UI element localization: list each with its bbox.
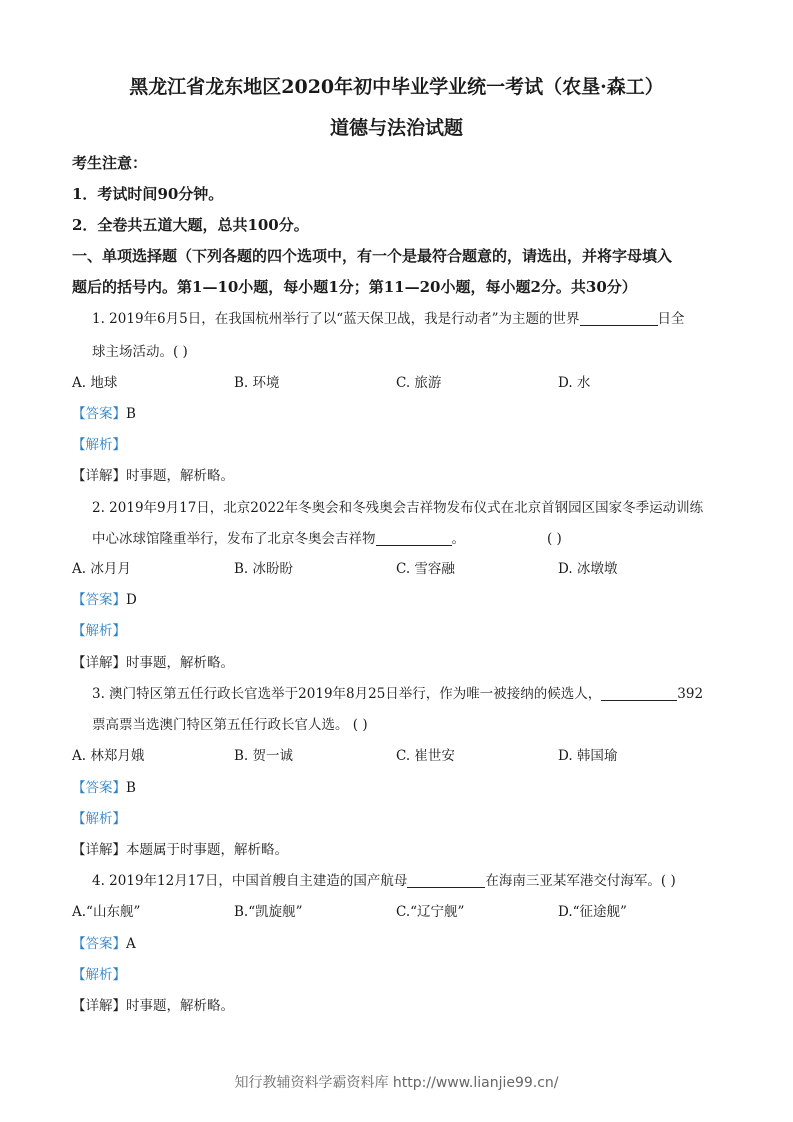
q3-analysis-label: 【解析】: [72, 811, 126, 827]
q3-option-c: C. 崔世安: [396, 748, 455, 764]
question-3-line-1: 3. 澳门特区第五任行政长官选举于2019年8月25日举行，作为唯一被接纳的候选人， 392: [92, 686, 704, 702]
notice-item-2: 2．全卷共五道大题，总共100分。: [72, 216, 309, 234]
q4-option-c: C.“辽宁舰”: [396, 904, 465, 920]
question-2-line-2: 中心冰球馆隆重举行，发布了北京冬奥会吉祥物 。 ( ): [92, 531, 562, 547]
q1-option-b: B. 环境: [234, 375, 280, 391]
question-1-line-2: 球主场活动。( ): [92, 344, 188, 360]
q1-answer: 【答案】B: [72, 406, 136, 422]
q2-option-b: B. 冰盼盼: [234, 561, 294, 577]
q2-option-a: A. 冰月月: [72, 561, 131, 577]
exam-title: 黑龙江省龙东地区2020年初中毕业学业统一考试（农垦·森工）: [129, 76, 664, 98]
q4-analysis-label: 【解析】: [72, 967, 126, 983]
q3-option-b: B. 贺一诚: [234, 748, 294, 764]
q3-option-d: D. 韩国瑜: [558, 748, 618, 764]
exam-subtitle: 道德与法治试题: [329, 117, 463, 139]
q2-answer: 【答案】D: [72, 592, 137, 608]
q4-answer: 【答案】A: [72, 936, 136, 952]
q1-analysis-label: 【解析】: [72, 437, 126, 453]
question-4-line-1: 4. 2019年12月17日，中国首艘自主建造的国产航母 在海南三亚某军港交付海军。( ): [92, 873, 676, 889]
q2-detail: 【详解】时事题，解析略。: [72, 655, 234, 671]
notice-item-1: 1．考试时间90分钟。: [72, 185, 224, 203]
notice-heading: 考生注意：: [72, 154, 148, 172]
q3-answer: 【答案】B: [72, 780, 136, 796]
q4-option-b: B.“凯旋舰”: [234, 904, 303, 920]
footer-watermark: 知行教辅资料学霸资料库 http://www.lianjie99.cn/: [234, 1075, 559, 1091]
section-heading-line-1: 一、单项选择题（下列各题的四个选项中，有一个是最符合题意的，请选出，并将字母填入: [72, 247, 673, 265]
q3-option-a: A. 林郑月娥: [72, 748, 145, 764]
answer-blank: [580, 312, 658, 327]
q3-detail: 【详解】本题属于时事题，解析略。: [72, 842, 288, 858]
answer-blank: [407, 874, 485, 889]
q1-option-a: A. 地球: [72, 375, 118, 391]
section-heading-line-2: 题后的括号内。第1—10小题，每小题1分；第11—20小题，每小题2分。共30分）: [72, 278, 637, 296]
q4-option-d: D.“征途舰”: [558, 904, 627, 920]
q2-option-d: D. 冰墩墩: [558, 561, 618, 577]
q2-analysis-label: 【解析】: [72, 623, 126, 639]
q4-option-a: A.“山东舰”: [72, 904, 141, 920]
q1-option-c: C. 旅游: [396, 375, 442, 391]
q2-option-c: C. 雪容融: [396, 561, 455, 577]
question-3-line-2: 票高票当选澳门特区第五任行政长官人选。 ( ): [92, 717, 368, 733]
q4-detail: 【详解】时事题，解析略。: [72, 998, 234, 1014]
answer-blank: [376, 532, 452, 547]
question-2-line-1: 2. 2019年9月17日，北京2022年冬奥会和冬残奥会吉祥物发布仪式在北京首钢园区国家冬季运动训练: [92, 500, 704, 516]
answer-blank: [601, 687, 677, 702]
q1-option-d: D. 水: [558, 375, 591, 391]
question-1-line-1: 1. 2019年6月5日，在我国杭州举行了以“蓝天保卫战，我是行动者”为主题的世界 日全: [92, 311, 685, 327]
q1-detail: 【详解】时事题，解析略。: [72, 468, 234, 484]
